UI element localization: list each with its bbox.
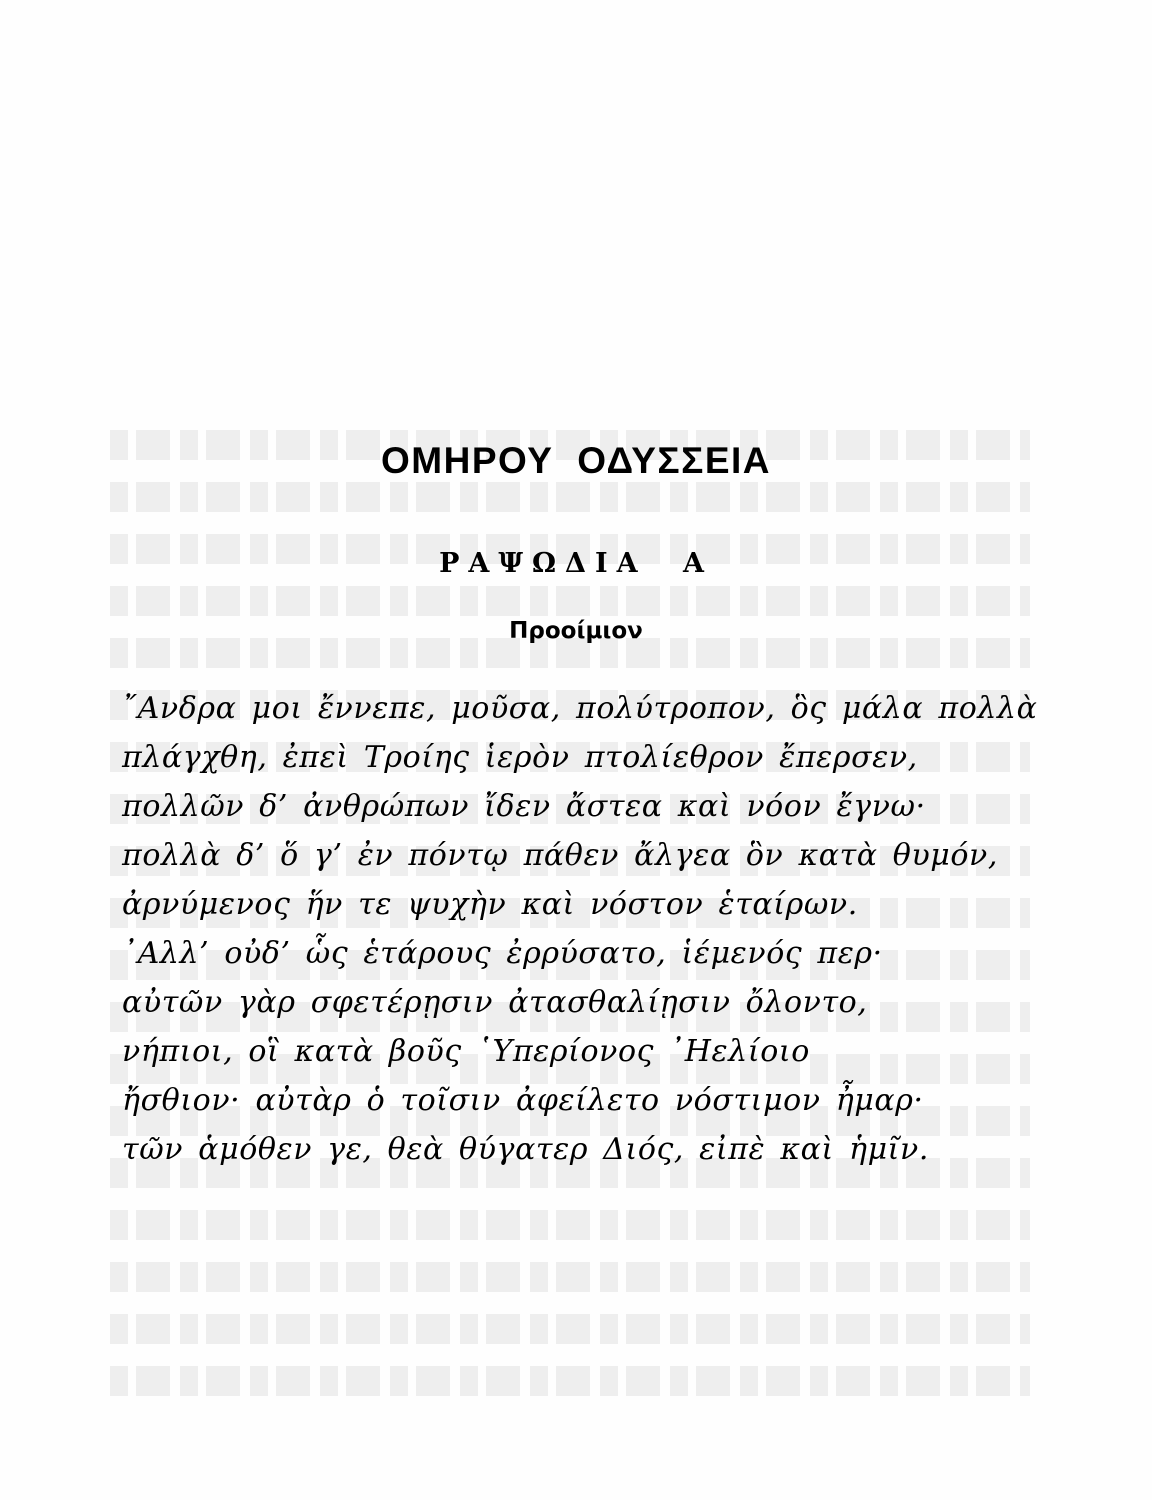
verse-line: ἤσθιον· αὐτὰρ ὁ τοῖσιν ἀφείλετο νόστιμον ἦμαρ· xyxy=(122,1083,924,1118)
rhapsody-heading: ΡΑΨΩΔΙΑ Α xyxy=(439,548,713,579)
verse-line: ἀρνύμενος ἥν τε ψυχὴν καὶ νόστον ἑταίρων. xyxy=(122,887,858,922)
verse-line: πολλῶν δ’ ἀνθρώπων ἴδεν ἄστεα καὶ νόον ἔγνω· xyxy=(122,789,926,824)
verse-line: τῶν ἁμόθεν γε, θεὰ θύγατερ Διός, εἰπὲ καὶ ἡμῖν. xyxy=(122,1132,930,1167)
verse-line: αὐτῶν γὰρ σφετέρῃσιν ἀτασθαλίῃσιν ὄλοντο, xyxy=(122,985,868,1020)
verse-line: ᾿Αλλ’ οὐδ’ ὧς ἑτάρους ἐρρύσατο, ἱέμενός περ· xyxy=(122,936,883,971)
section-heading: Προοίμιον xyxy=(509,618,643,644)
verse-line: νήπιοι, οἳ κατὰ βοῦς ῾Υπερίονος ᾿Ηελίοιο xyxy=(122,1034,810,1069)
verse-line: πλάγχθη, ἐπεὶ Τροίης ἱερὸν πτολίεθρον ἔπερσεν, xyxy=(122,740,918,775)
page-title: ΟΜΗΡΟΥ ΟΔΥΣΣΕΙΑ xyxy=(381,440,771,481)
verse-line: ῎Ανδρα μοι ἔννεπε, μοῦσα, πολύτροπον, ὃς μάλα πολλὰ xyxy=(122,691,1038,726)
verse-list xyxy=(122,684,1038,1174)
verse-line: πολλὰ δ’ ὅ γ’ ἐν πόντῳ πάθεν ἄλγεα ὃν κατὰ θυμόν, xyxy=(122,838,999,873)
